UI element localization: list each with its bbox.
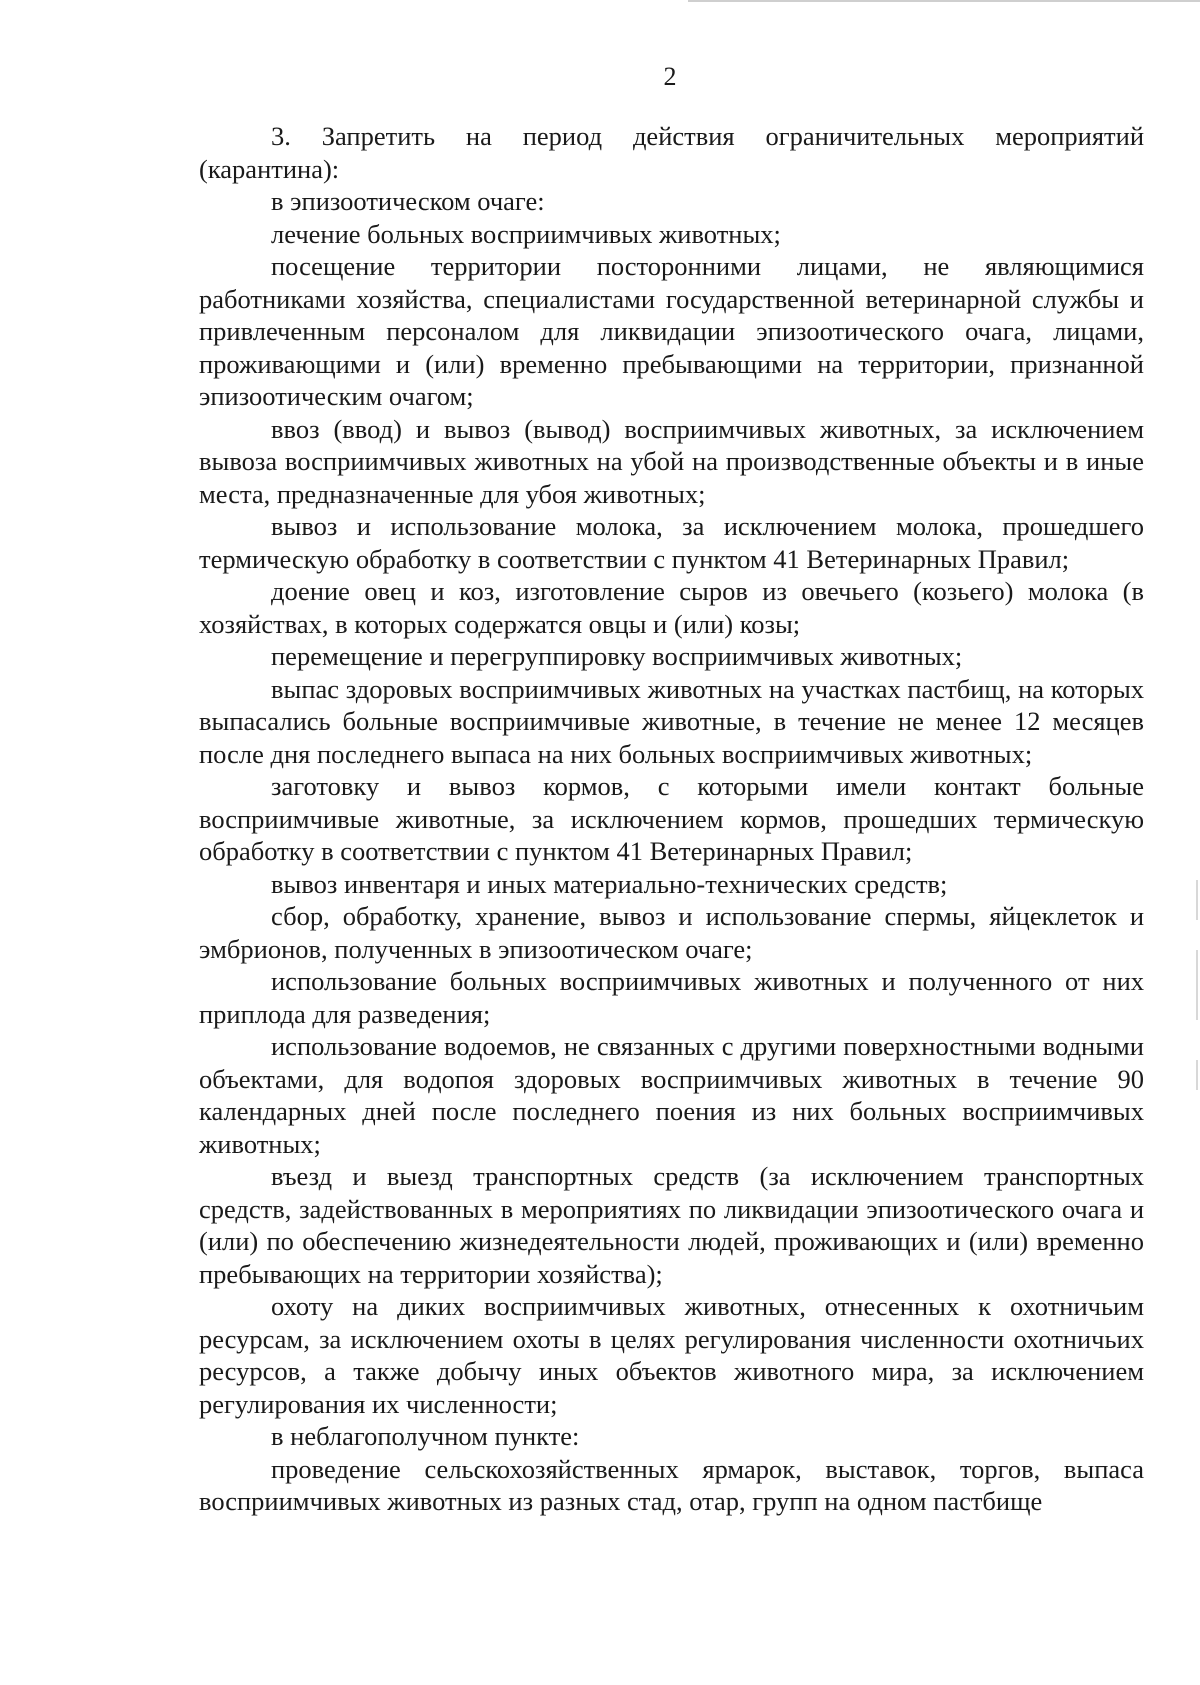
scan-edge-line <box>688 0 1200 2</box>
paragraph: охоту на диких восприимчивых животных, отнесенных к охотничьим ресурсам, за исключением охоты в целях регулирования численности охотничьих ресурсов, а также добычу иных объектов животного мира, за исключением регулирования их численности; <box>199 1291 1144 1419</box>
paragraph: использование больных восприимчивых животных и полученного от них приплода для разведения; <box>199 966 1144 1029</box>
paragraph: перемещение и перегруппировку восприимчивых животных; <box>271 641 963 671</box>
paragraph-unfavorable-point-heading: в неблагополучном пункте: <box>271 1421 580 1451</box>
paragraph: сбор, обработку, хранение, вывоз и использование спермы, яйцеклеток и эмбрионов, полученных в эпизоотическом очаге; <box>199 901 1144 964</box>
paragraph: въезд и выезд транспортных средств (за исключением транспортных средств, задействованных в мероприятиях по ликвидации эпизоотического очага и (или) по обеспечению жизнедеятельности людей, проживающих и (или) временно пребывающих на территории хозяйства); <box>199 1161 1144 1289</box>
document-body <box>199 120 1144 1518</box>
page-number: 2 <box>663 62 677 91</box>
paragraph: доение овец и коз, изготовление сыров из овечьего (козьего) молока (в хозяйствах, в которых содержатся овцы и (или) козы; <box>199 576 1144 639</box>
scan-artifact <box>1196 950 1198 1020</box>
paragraph: вывоз и использование молока, за исключением молока, прошедшего термическую обработку в соответствии с пунктом 41 Ветеринарных Правил; <box>199 511 1144 574</box>
paragraph: лечение больных восприимчивых животных; <box>271 218 781 249</box>
scan-artifact <box>1196 880 1198 920</box>
paragraph: заготовку и вывоз кормов, с которыми имели контакт больные восприимчивые животные, за исключением кормов, прошедших термическую обработку в соответствии с пунктом 41 Ветеринарных Правил; <box>199 771 1144 866</box>
paragraph: ввоз (ввод) и вывоз (вывод) восприимчивых животных, за исключением вывоза восприимчивых животных на убой на производственные объекты и в иные места, предназначенные для убоя животных; <box>199 413 1144 509</box>
paragraph-item-3: 3. Запретить на период действия ограничительных мероприятий (карантина): <box>199 121 1144 184</box>
paragraph-epizootic-focus-heading: в эпизоотическом очаге: <box>271 186 545 216</box>
scan-artifact <box>1196 1060 1198 1090</box>
paragraph: выпас здоровых восприимчивых животных на участках пастбищ, на которых выпасались больные восприимчивые животные, в течение не менее 12 месяцев после дня последнего выпаса на них больных восприимчивых животных; <box>199 673 1144 769</box>
paragraph: проведение сельскохозяйственных ярмарок, выставок, торгов, выпаса восприимчивых животных из разных стад, отар, групп на одном пастбище <box>199 1453 1144 1516</box>
paragraph: использование водоемов, не связанных с другими поверхностными водными объектами, для водопоя здоровых восприимчивых животных в течение 90 календарных дней после последнего поения из них больных восприимчивых животных; <box>199 1031 1144 1159</box>
paragraph: посещение территории посторонними лицами, не являющимися работниками хозяйства, специалистами государственной ветеринарной службы и привлеченным персоналом для ликвидации эпизоотического очага, лицами, проживающими и (или) временно пребывающими на территории, признанной эпизоотическим очагом; <box>199 251 1144 411</box>
paragraph: вывоз инвентаря и иных материально-технических средств; <box>271 868 948 899</box>
